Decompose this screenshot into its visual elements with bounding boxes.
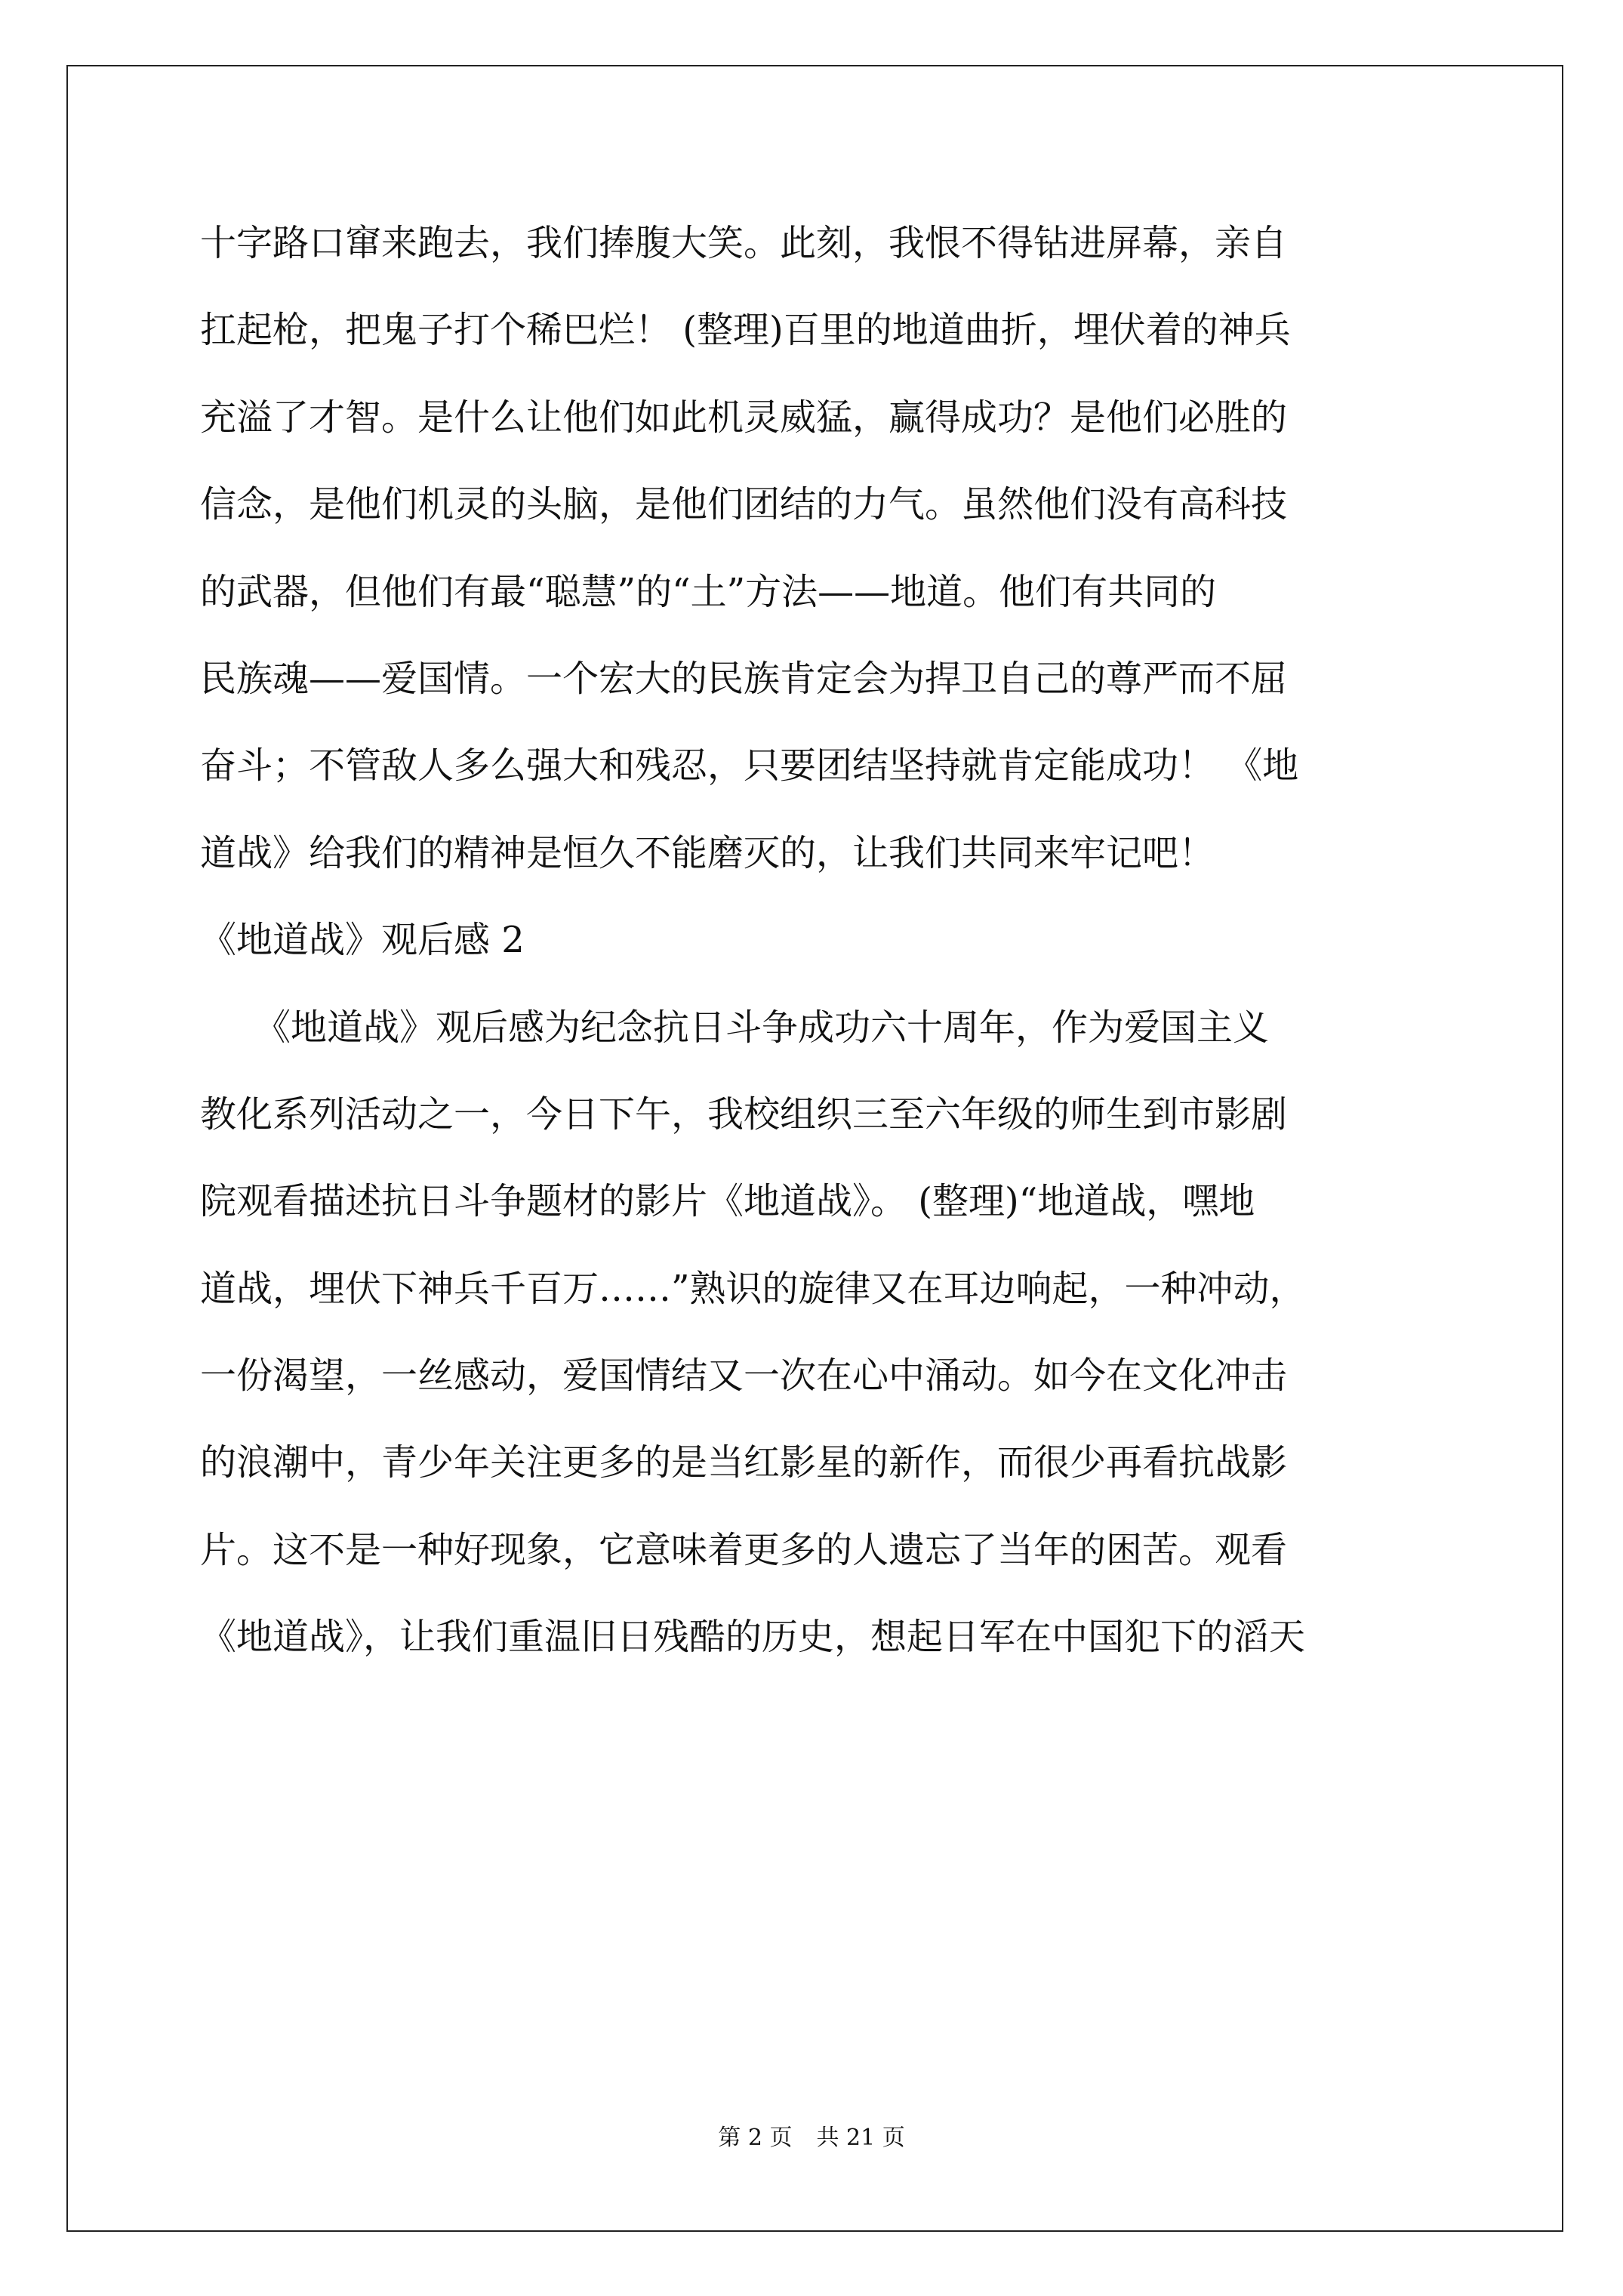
section-heading: 《地道战》观后感 2 <box>200 919 525 962</box>
page-number: 第 2 页 <box>718 2125 793 2151</box>
text-line: 充溢了才智。是什么让他们如此机灵威猛，赢得成功？是他们必胜的 <box>200 396 1288 439</box>
page-footer <box>0 2119 1623 2152</box>
text-line: 的浪潮中，青少年关注更多的是当红影星的新作，而很少再看抗战影 <box>200 1441 1288 1484</box>
text-line: 一份渴望，一丝感动，爱国情结又一次在心中涌动。如今在文化冲击 <box>200 1354 1288 1398</box>
text-line: 十字路口窜来跑去，我们捧腹大笑。此刻，我恨不得钻进屏幕，亲自 <box>200 222 1288 264</box>
text-line: 信念，是他们机灵的头脑，是他们团结的力气。虽然他们没有高科技 <box>200 483 1288 526</box>
page-total: 共 21 页 <box>816 2125 905 2151</box>
text-line: 道战》给我们的精神是恒久不能磨灭的，让我们共同来牢记吧！ <box>200 831 1215 874</box>
text-line: 《地道战》观后感为纪念抗日斗争成功六十周年，作为爱国主义 <box>200 1006 1270 1049</box>
text-line: 民族魂——爱国情。一个宏大的民族肯定会为捍卫自己的尊严而不屈 <box>200 657 1288 700</box>
text-line: 片。这不是一种好现象，它意味着更多的人遗忘了当年的困苦。观看 <box>200 1528 1288 1571</box>
text-line: 教化系列活动之一，今日下午，我校组织三至六年级的师生到市影剧 <box>200 1093 1288 1136</box>
document-body <box>200 200 1438 1681</box>
text-line: 扛起枪，把鬼子打个稀巴烂！ (整理)百里的地道曲折，埋伏着的神兵 <box>200 309 1291 352</box>
text-line: 院观看描述抗日斗争题材的影片《地道战》。 (整理)“地道战，嘿地 <box>200 1180 1255 1223</box>
text-line: 奋斗；不管敌人多么强大和残忍，只要团结坚持就肯定能成功！ 《地 <box>200 744 1299 787</box>
text-line: 《地道战》，让我们重温旧日残酷的历史，想起日军在中国犯下的滔天 <box>200 1616 1306 1659</box>
text-line: 的武器，但他们有最“聪慧”的“土”方法——地道。他们有共同的 <box>200 570 1217 613</box>
text-line: 道战，埋伏下神兵千百万……”熟识的旋律又在耳边响起，一种冲动， <box>200 1267 1306 1310</box>
